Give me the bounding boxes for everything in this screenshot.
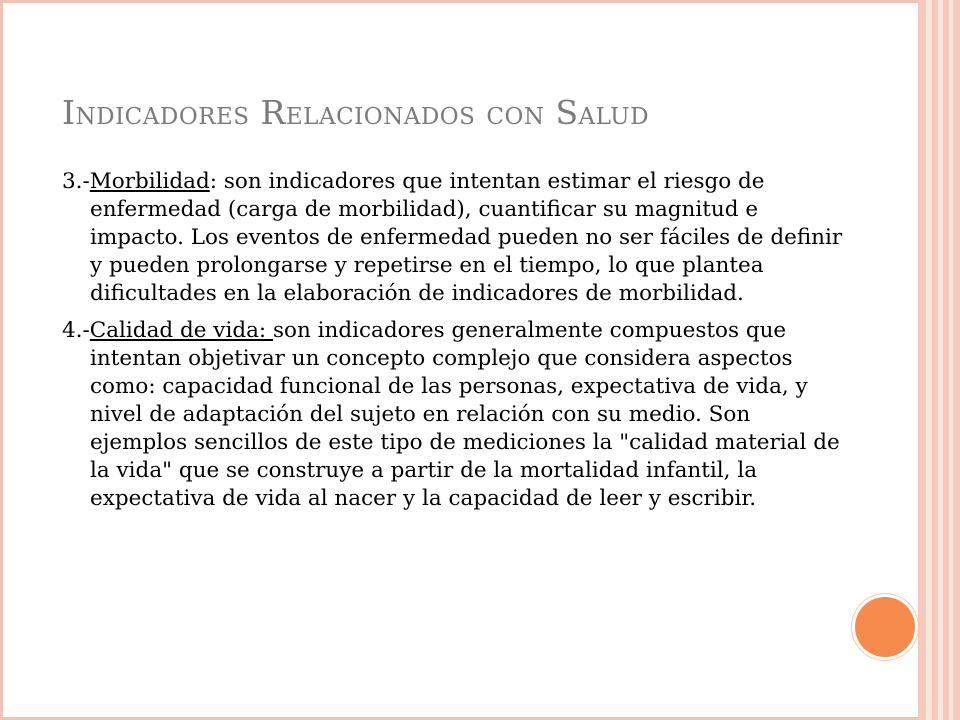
stripe-band bbox=[949, 0, 953, 720]
list-item-morbilidad bbox=[62, 168, 852, 308]
item-text: son indicadores generalmente compuestos que intentan objetivar un concepto complejo que considera aspectos como: capacidad funcional de las personas, expectativa de vida, y nivel de adaptación del sujeto en relación con su medio. Son ejemplos sencillos de este tipo de mediciones la "calidad material de la vida" que se construye a partir de la mortalidad infantil, la expectativa de vida al nacer y la capacidad de leer y escribir. bbox=[90, 318, 840, 511]
right-decorative-stripes bbox=[918, 0, 960, 720]
slide-body bbox=[62, 168, 852, 522]
item-text: : son indicadores que intentan estimar el riesgo de enfermedad (carga de morbilidad), cuantificar su magnitud e impacto. Los eventos de enfermedad pueden no ser fáciles de definir y pueden prolongarse y repetirse en el tiempo, lo que plantea dificultades en la elaboración de indicadores de morbilidad. bbox=[90, 169, 843, 306]
slide-title: Indicadores Relacionados con Salud bbox=[62, 93, 650, 132]
list-item-calidad-de-vida bbox=[62, 317, 852, 513]
stripe-band bbox=[926, 0, 932, 720]
item-term: Calidad de vida: bbox=[89, 318, 273, 343]
item-term: Morbilidad bbox=[89, 169, 210, 194]
item-number: 3.- bbox=[62, 169, 90, 194]
orange-circle-decoration bbox=[855, 597, 915, 657]
stripe-band bbox=[938, 0, 943, 720]
item-number: 4.- bbox=[62, 318, 90, 343]
